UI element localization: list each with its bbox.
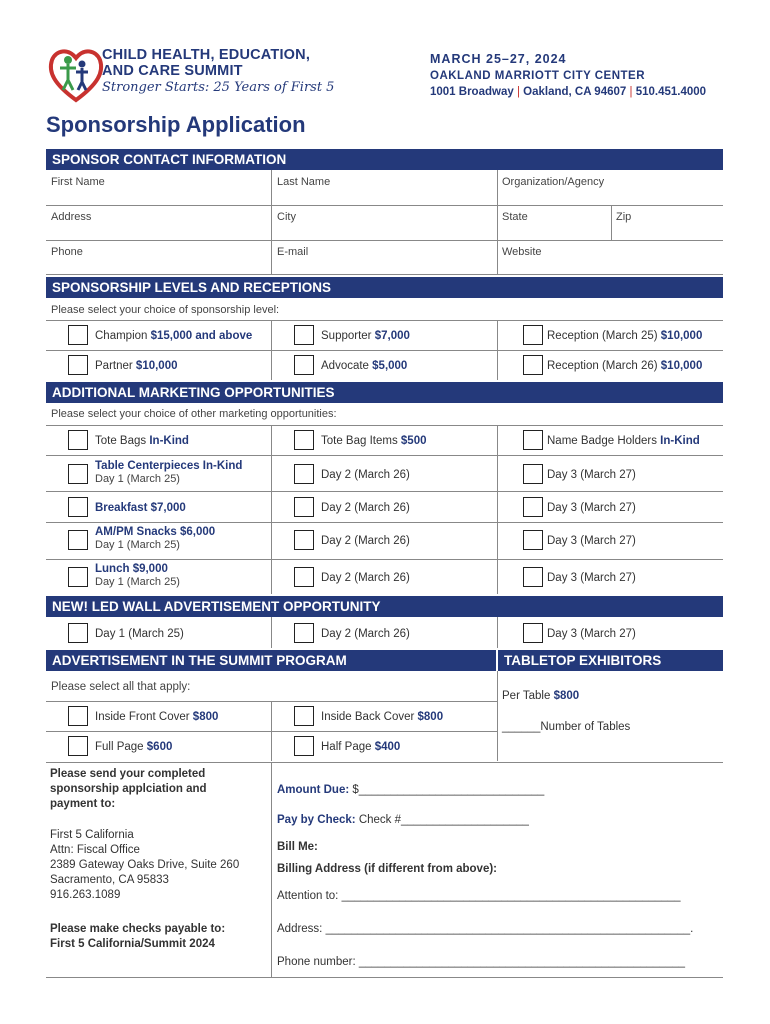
option-label: Tote Bag Items <box>321 435 401 447</box>
payable-line: Please make checks payable to: <box>50 923 226 935</box>
champion-checkbox[interactable] <box>68 325 88 345</box>
breakfast-day2-checkbox[interactable] <box>294 497 314 517</box>
divider <box>497 320 498 380</box>
payable-line: First 5 California/Summit 2024 <box>50 938 215 950</box>
send-instructions <box>50 767 207 812</box>
led-day1-label: Day 1 (March 25) <box>95 628 184 640</box>
centerpieces-day3-checkbox[interactable] <box>523 464 543 484</box>
lunch-day1-checkbox[interactable] <box>68 567 88 587</box>
page-title: Sponsorship Application <box>46 112 306 137</box>
section-levels-heading: SPONSORSHIP LEVELS AND RECEPTIONS <box>46 277 723 298</box>
option-price: $800 <box>417 711 444 723</box>
section-led-heading: NEW! LED WALL ADVERTISEMENT OPPORTUNITY <box>46 596 723 617</box>
full-page-option <box>95 741 172 754</box>
led-day2-checkbox[interactable] <box>294 623 314 643</box>
divider <box>46 522 723 523</box>
inside-back-cover-option <box>321 711 443 724</box>
send-line: sponsorship applciation and <box>50 783 207 795</box>
address-phone: 510.451.4000 <box>635 86 707 98</box>
breakfast-day1-checkbox[interactable] <box>68 497 88 517</box>
reception-march26-option <box>547 360 702 373</box>
address-city: Oakland, CA 94607 <box>523 86 627 98</box>
option-label: Champion <box>95 330 151 342</box>
lunch-day2-checkbox[interactable] <box>294 567 314 587</box>
logo-line-2: AND CARE SUMMIT <box>102 63 243 79</box>
lunch-option <box>95 563 180 589</box>
option-label: Supporter <box>321 330 375 342</box>
lunch-day3-checkbox[interactable] <box>523 567 543 587</box>
option-day: Day 1 (March 25) <box>95 576 180 588</box>
option-price: $500 <box>400 435 427 447</box>
option-price: $5,000 <box>372 360 408 372</box>
amount-due-field[interactable] <box>277 783 544 798</box>
name-badge-holders-checkbox[interactable] <box>523 430 543 450</box>
option-title: Lunch $9,000 <box>95 563 168 575</box>
reception-march26-checkbox[interactable] <box>523 355 543 375</box>
option-label: Name Badge Holders <box>547 435 661 447</box>
per-table-price <box>502 690 579 703</box>
phone-label: Phone <box>51 246 83 258</box>
address-line: 916.263.1089 <box>50 889 121 901</box>
option-title: AM/PM Snacks $6,000 <box>95 526 216 538</box>
first-name-label: First Name <box>51 176 105 188</box>
option-label: Full Page <box>95 741 147 753</box>
led-day3-label: Day 3 (March 27) <box>547 628 636 640</box>
centerpieces-option <box>95 460 242 486</box>
divider <box>46 240 723 241</box>
levels-instruction: Please select your choice of sponsorship level: <box>51 304 280 316</box>
divider <box>271 762 272 977</box>
last-name-label: Last Name <box>277 176 331 188</box>
event-venue: OAKLAND MARRIOTT CITY CENTER <box>430 70 646 82</box>
supporter-option <box>321 330 410 343</box>
divider <box>497 671 498 761</box>
breakfast-day2-label: Day 2 (March 26) <box>321 502 410 514</box>
pay-by-check-field[interactable] <box>277 813 529 828</box>
advocate-checkbox[interactable] <box>294 355 314 375</box>
led-day2-label: Day 2 (March 26) <box>321 628 410 640</box>
divider <box>611 206 612 240</box>
inside-front-cover-checkbox[interactable] <box>68 706 88 726</box>
phone-number-field[interactable]: Phone number: ___________________________________________________ <box>277 956 686 968</box>
option-price: $10,000 <box>660 360 703 372</box>
address-line: 2389 Gateway Oaks Drive, Suite 260 <box>50 859 240 871</box>
option-label: Reception (March 26) <box>547 360 661 372</box>
tote-bag-items-option <box>321 435 427 448</box>
attention-field[interactable]: Attention to: _____________________________________________________ <box>277 890 681 902</box>
option-price: In-Kind <box>660 435 700 447</box>
city-label: City <box>277 211 296 223</box>
option-price: $600 <box>146 741 173 753</box>
option-price: $7,000 <box>374 330 410 342</box>
section-contact-heading: SPONSOR CONTACT INFORMATION <box>46 149 723 170</box>
section-program-heading: ADVERTISEMENT IN THE SUMMIT PROGRAM <box>46 650 496 671</box>
divider <box>271 320 272 380</box>
option-label: Inside Back Cover <box>321 711 418 723</box>
half-page-option <box>321 741 400 754</box>
advocate-option <box>321 360 407 373</box>
divider <box>46 455 723 456</box>
marketing-instruction: Please select your choice of other marketing opportunities: <box>51 408 337 420</box>
breakfast-day3-checkbox[interactable] <box>523 497 543 517</box>
amount-due-line: $_____________________________ <box>352 784 545 796</box>
divider <box>497 170 498 274</box>
pay-by-check-label: Pay by Check: <box>277 814 356 826</box>
divider <box>46 350 723 351</box>
logo-title <box>102 47 310 79</box>
divider <box>46 274 723 275</box>
divider <box>271 617 272 648</box>
option-label: Half Page <box>321 741 375 753</box>
snacks-option <box>95 526 215 552</box>
divider <box>46 491 723 492</box>
section-marketing-heading: ADDITIONAL MARKETING OPPORTUNITIES <box>46 382 723 403</box>
address-line: Sacramento, CA 95833 <box>50 874 169 886</box>
tote-bags-checkbox[interactable] <box>68 430 88 450</box>
led-day1-checkbox[interactable] <box>68 623 88 643</box>
section-tabletop-heading: TABLETOP EXHIBITORS <box>498 650 723 671</box>
reception-march25-option <box>547 330 702 343</box>
partner-option <box>95 360 178 373</box>
separator: | <box>629 86 633 98</box>
send-line: Please send your completed <box>50 768 206 780</box>
centerpieces-day2-label: Day 2 (March 26) <box>321 469 410 481</box>
option-label: Tote Bags <box>95 435 150 447</box>
name-badge-holders-option <box>547 435 700 448</box>
half-page-checkbox[interactable] <box>294 736 314 756</box>
tote-bags-option <box>95 435 189 448</box>
option-label: Inside Front Cover <box>95 711 193 723</box>
option-label: Advocate <box>321 360 373 372</box>
state-label: State <box>502 211 528 223</box>
divider <box>497 425 498 594</box>
snacks-day2-checkbox[interactable] <box>294 530 314 550</box>
centerpieces-day2-checkbox[interactable] <box>294 464 314 484</box>
tote-bag-items-checkbox[interactable] <box>294 430 314 450</box>
lunch-day2-label: Day 2 (March 26) <box>321 572 410 584</box>
supporter-checkbox[interactable] <box>294 325 314 345</box>
logo-line-1: CHILD HEALTH, EDUCATION, <box>102 47 311 63</box>
amount-due-label: Amount Due: <box>277 784 353 796</box>
event-address <box>430 86 706 98</box>
divider <box>271 170 272 274</box>
address-label: Address <box>51 211 92 223</box>
champion-option <box>95 330 252 343</box>
option-label: Per Table <box>502 690 554 702</box>
breakfast-option: Breakfast $7,000 <box>95 502 186 514</box>
address-street: 1001 Broadway <box>430 86 514 98</box>
option-price: $10,000 <box>660 330 703 342</box>
address-line: Attn: Fiscal Office <box>50 844 140 856</box>
summit-logo-icon <box>46 44 106 104</box>
divider <box>46 762 723 763</box>
inside-front-cover-option <box>95 711 218 724</box>
option-day: Day 1 (March 25) <box>95 539 180 551</box>
divider <box>497 617 498 648</box>
check-number-line: Check #____________________ <box>355 814 529 826</box>
snacks-day2-label: Day 2 (March 26) <box>321 535 410 547</box>
website-label: Website <box>502 246 542 258</box>
option-price: $400 <box>374 741 401 753</box>
option-label: Partner <box>95 360 136 372</box>
payable-instructions <box>50 922 225 952</box>
program-instruction: Please select all that apply: <box>51 681 191 693</box>
logo-tagline: Stronger Starts: 25 Years of First 5 <box>102 80 335 95</box>
mailing-address <box>50 828 239 903</box>
breakfast-day3-label: Day 3 (March 27) <box>547 502 636 514</box>
option-price: In-Kind <box>149 435 189 447</box>
option-day: Day 1 (March 25) <box>95 473 180 485</box>
divider <box>46 425 723 426</box>
lunch-day3-label: Day 3 (March 27) <box>547 572 636 584</box>
zip-label: Zip <box>616 211 632 223</box>
full-page-checkbox[interactable] <box>68 736 88 756</box>
divider <box>46 559 723 560</box>
option-price: $15,000 and above <box>150 330 253 342</box>
separator: | <box>516 86 520 98</box>
divider <box>271 425 272 594</box>
partner-checkbox[interactable] <box>68 355 88 375</box>
number-of-tables-field[interactable]: ______Number of Tables <box>502 721 631 733</box>
billing-address-label: Billing Address (if different from above): <box>277 863 498 875</box>
snacks-day3-checkbox[interactable] <box>523 530 543 550</box>
divider <box>46 205 723 206</box>
option-label: Reception (March 25) <box>547 330 661 342</box>
organization-label: Organization/Agency <box>502 176 605 188</box>
led-day3-checkbox[interactable] <box>523 623 543 643</box>
centerpieces-day3-label: Day 3 (March 27) <box>547 469 636 481</box>
address-field[interactable]: Address: _________________________________________________________. <box>277 923 694 935</box>
option-price: $800 <box>553 690 580 702</box>
reception-march25-checkbox[interactable] <box>523 325 543 345</box>
divider <box>271 701 272 761</box>
snacks-day1-checkbox[interactable] <box>68 530 88 550</box>
inside-back-cover-checkbox[interactable] <box>294 706 314 726</box>
address-line: First 5 California <box>50 829 134 841</box>
snacks-day3-label: Day 3 (March 27) <box>547 535 636 547</box>
divider <box>46 977 723 978</box>
option-price: $800 <box>192 711 219 723</box>
bill-me-label: Bill Me: <box>277 841 318 853</box>
email-label: E-mail <box>277 246 309 258</box>
divider <box>46 320 723 321</box>
option-price: $10,000 <box>135 360 178 372</box>
option-title: Table Centerpieces In-Kind <box>95 460 243 472</box>
event-date: MARCH 25–27, 2024 <box>430 52 567 66</box>
centerpieces-day1-checkbox[interactable] <box>68 464 88 484</box>
send-line: payment to: <box>50 798 116 810</box>
